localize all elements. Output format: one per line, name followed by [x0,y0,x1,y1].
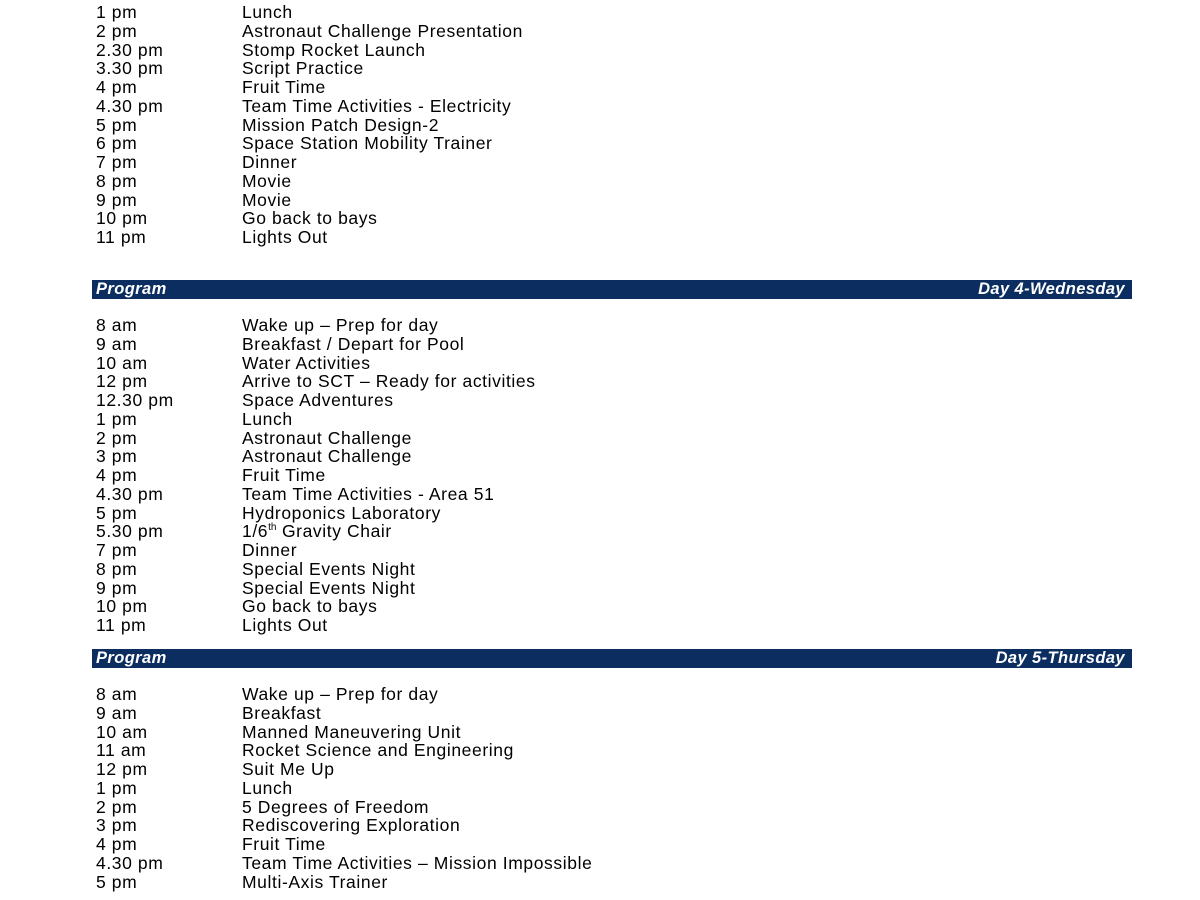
activity-cell: Special Events Night [242,577,416,598]
time-cell: 8 pm [96,170,138,191]
schedule-row [0,116,1200,135]
schedule-row [0,372,1200,391]
activity-text-rest: Gravity Chair [276,521,392,542]
schedule-row [0,41,1200,60]
schedule-row [0,228,1200,247]
activity-text: 1/6 [242,521,269,542]
schedule-row [0,316,1200,335]
program-label: Program [96,649,167,667]
schedule-row [0,354,1200,373]
time-cell: 11 pm [96,615,147,635]
schedule-row [0,760,1200,779]
activity-cell: Manned Maneuvering Unit [242,721,462,742]
time-cell: 4 pm [96,77,138,97]
activity-cell: Script Practice [242,58,364,79]
time-cell: 9 pm [96,189,138,210]
activity-cell: Fruit Time [242,834,326,854]
schedule-row [0,579,1200,598]
schedule-row [0,134,1200,153]
activity-cell: Movie [242,170,292,191]
time-cell: 11 pm [96,227,147,247]
activity-cell [242,522,392,541]
activity-cell: Lights Out [242,615,328,635]
activity-cell: Hydroponics Laboratory [242,502,441,523]
time-cell: 12 pm [96,759,148,779]
activity-cell: Arrive to SCT – Ready for activities [242,371,536,392]
activity-cell: Stomp Rocket Launch [242,39,426,60]
activity-cell: Team Time Activities - Area 51 [242,483,495,504]
activity-cell: Breakfast / Depart for Pool [242,333,465,354]
activity-cell: Wake up – Prep for day [242,315,439,335]
time-cell: 12.30 pm [96,390,174,410]
activity-cell: Dinner [242,540,298,560]
activity-cell: Breakfast [242,702,322,723]
time-cell: 4.30 pm [96,95,164,116]
schedule-row [0,560,1200,579]
schedule-day5 [0,685,1200,891]
time-cell: 5.30 pm [96,521,164,542]
time-cell: 10 pm [96,596,148,617]
activity-cell: Rocket Science and Engineering [242,740,514,761]
schedule-row [0,779,1200,798]
time-cell: 1 pm [96,2,138,22]
activity-cell: Lights Out [242,227,328,247]
time-cell: 2.30 pm [96,39,164,60]
time-cell: 9 am [96,333,138,354]
schedule-row [0,191,1200,210]
activity-cell: Movie [242,189,292,210]
time-cell: 1 pm [96,408,138,429]
activity-cell: Mission Patch Design-2 [242,114,440,135]
schedule-row [0,873,1200,892]
schedule-row [0,741,1200,760]
time-cell: 10 am [96,352,148,373]
time-cell: 10 am [96,721,148,742]
schedule-row [0,616,1200,635]
schedule-day4 [0,316,1200,635]
time-cell: 12 pm [96,371,148,392]
time-cell: 4.30 pm [96,483,164,504]
schedule-row [0,723,1200,742]
activity-cell: Water Activities [242,352,371,373]
time-cell: 9 pm [96,577,138,598]
schedule-row [0,78,1200,97]
time-cell: 5 pm [96,871,138,892]
activity-cell: Space Station Mobility Trainer [242,133,493,154]
schedule-row [0,685,1200,704]
activity-cell: Go back to bays [242,208,378,229]
schedule-row [0,854,1200,873]
activity-cell: Rediscovering Exploration [242,815,461,836]
day-label: Day 5-Thursday [995,649,1125,667]
schedule-row [0,504,1200,523]
time-cell: 7 pm [96,540,138,560]
time-cell: 4.30 pm [96,852,164,873]
schedule-row [0,429,1200,448]
schedule-row [0,59,1200,78]
activity-cell: Suit Me Up [242,759,335,779]
schedule-row [0,835,1200,854]
time-cell: 1 pm [96,777,138,798]
time-cell: 3.30 pm [96,58,164,79]
activity-cell: Astronaut Challenge [242,446,412,467]
schedule-row [0,410,1200,429]
time-cell: 6 pm [96,133,138,154]
time-cell: 4 pm [96,465,138,485]
schedule-row [0,466,1200,485]
schedule-row [0,798,1200,817]
schedule-row [0,447,1200,466]
time-cell: 8 am [96,684,138,704]
ordinal-suffix: th [268,522,277,534]
activity-cell: Lunch [242,408,293,429]
time-cell: 9 am [96,702,138,723]
program-header-bar-day5 [92,649,1132,668]
activity-cell: Special Events Night [242,558,416,579]
activity-cell: Wake up – Prep for day [242,684,439,704]
time-cell: 5 pm [96,114,138,135]
schedule-row [0,522,1200,541]
time-cell: 2 pm [96,796,138,817]
schedule-row [0,816,1200,835]
schedule-row [0,597,1200,616]
schedule-row [0,335,1200,354]
program-header-bar-day4 [92,280,1132,299]
schedule-row [0,485,1200,504]
activity-cell: Space Adventures [242,390,394,410]
schedule-row [0,22,1200,41]
time-cell: 7 pm [96,152,138,172]
time-cell: 2 pm [96,427,138,448]
time-cell: 3 pm [96,446,138,467]
time-cell: 10 pm [96,208,148,229]
activity-cell: Astronaut Challenge [242,427,412,448]
activity-cell: Astronaut Challenge Presentation [242,20,523,41]
schedule-row [0,209,1200,228]
activity-cell: Dinner [242,152,298,172]
schedule-row [0,172,1200,191]
schedule-row [0,153,1200,172]
time-cell: 2 pm [96,20,138,41]
program-label: Program [96,280,167,298]
activity-cell: Lunch [242,777,293,798]
activity-cell: Fruit Time [242,465,326,485]
time-cell: 4 pm [96,834,138,854]
activity-cell: 5 Degrees of Freedom [242,796,430,817]
time-cell: 8 am [96,315,138,335]
activity-cell: Multi-Axis Trainer [242,871,388,892]
schedule-row [0,541,1200,560]
time-cell: 3 pm [96,815,138,836]
schedule-row [0,97,1200,116]
activity-cell: Fruit Time [242,77,326,97]
time-cell: 8 pm [96,558,138,579]
activity-cell: Go back to bays [242,596,378,617]
time-cell: 5 pm [96,502,138,523]
day-label: Day 4-Wednesday [978,280,1125,298]
activity-cell: Team Time Activities – Mission Impossible [242,852,593,873]
schedule-row [0,3,1200,22]
activity-cell: Team Time Activities - Electricity [242,95,512,116]
schedule-day3-continued [0,3,1200,247]
schedule-row [0,391,1200,410]
schedule-row [0,704,1200,723]
time-cell: 11 am [96,740,147,761]
activity-cell: Lunch [242,2,293,22]
